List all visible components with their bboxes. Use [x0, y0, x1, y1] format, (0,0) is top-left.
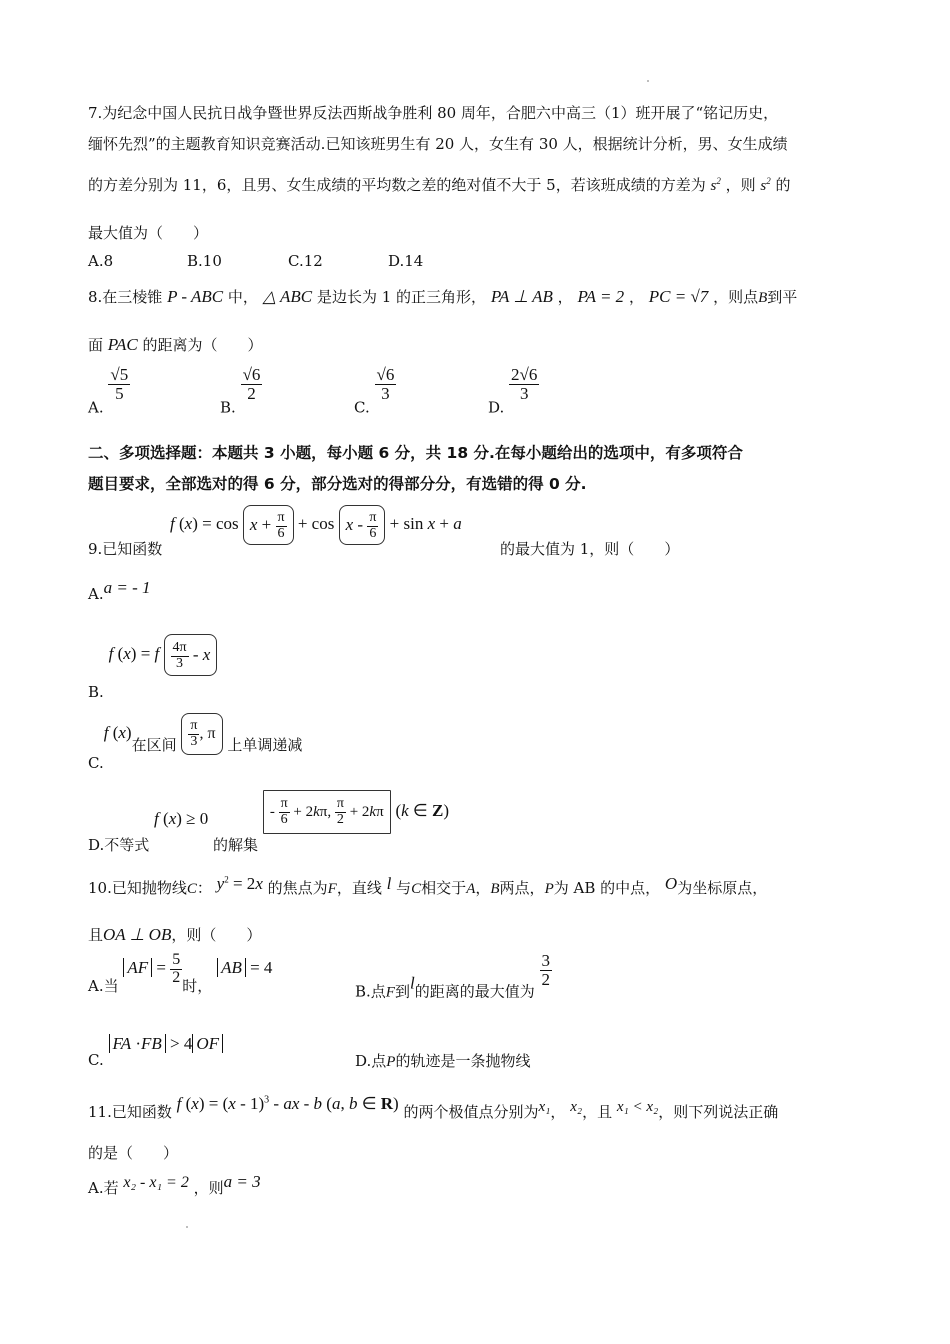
q8-text: 的距离为（ ） [142, 336, 263, 354]
q8-text: 到平 [767, 288, 798, 306]
option-function: f (x) [103, 723, 132, 742]
q8-line2 [88, 334, 263, 355]
q8-text: 面 [88, 336, 104, 354]
option-fraction: $\frac{√6}{3}$ [376, 365, 395, 403]
q11-function: f (x) = (x - 1)$^3$ - ax - b (a, b ∈ R) [176, 1094, 399, 1113]
q10-line2: 且OA ⊥ OB，则（ ） [88, 925, 262, 944]
option-label: B. [88, 682, 104, 701]
line-l: l [386, 874, 392, 893]
perpendicular-condition: OA ⊥ OB [103, 925, 172, 944]
q7-line2: 缅怀先烈”的主题教育知识竞赛活动.已知该班男生有 20 人，女生有 30 人，根据统计分析，男、女生成绩 [88, 135, 788, 153]
plane-name: PAC [107, 335, 138, 354]
dot-product-inequality: FA ·FB > 4 OF [109, 1034, 224, 1053]
result: AB = 4 [217, 958, 272, 977]
scan-dot [186, 1226, 188, 1228]
option-fraction: $\frac{√6}{2}$ [242, 365, 261, 403]
option-label: D. [488, 398, 505, 417]
pyramid-name: P - ABC [167, 287, 224, 306]
q9-option-d [88, 790, 449, 855]
q11-option-a: A.若 x₂ - x₁ = 2 ，则a = 3 [88, 1172, 261, 1197]
option-fraction: $\frac{√5}{5}$ [110, 365, 129, 403]
option-expression: a = - 1 [103, 578, 151, 597]
q11-line2: 的是（ ） [88, 1144, 179, 1162]
q7-line3c: 的 [775, 176, 791, 194]
option-label: D.不等式 [88, 836, 150, 854]
option-text: 上单调递减 [227, 736, 303, 754]
solution-set: - $\frac{\pi}{6}$ + 2kπ, $\frac{\pi}{2}$ + 2kπ [263, 790, 391, 834]
q7-line3b: ，则 [725, 176, 756, 194]
q10-option-d: D.点P的轨迹是一条抛物线 [355, 1052, 531, 1070]
condition: x₂ - x₁ = 2 [123, 1174, 189, 1191]
q8-line1 [88, 286, 797, 307]
q9-lead: 9.已知函数 [88, 540, 163, 558]
q8-option-b [220, 366, 262, 416]
condition: AF = $\frac{5}{2}$ [123, 958, 182, 977]
option-label: A. [88, 398, 104, 417]
q11-line1: 11.已知函数 f (x) = (x - 1)$^3$ - ax - b (a, b ∈ R) 的两个极值点分别为x₁， x₂，且 x₁ < x₂，则下列说法正确 [88, 1094, 779, 1121]
option-text: 的解集 [213, 836, 259, 854]
triangle-name: △ ABC [262, 287, 313, 306]
section-heading-line2: 题目要求，全部选对的得 6 分，部分选对的得部分分，有选错的得 0 分. [88, 475, 587, 493]
point-b: B [758, 290, 768, 306]
scan-dot [647, 80, 649, 82]
q8-option-c [354, 366, 396, 416]
q9-option-b [88, 634, 217, 701]
inequality: f (x) ≥ 0 [154, 809, 209, 828]
pc-length: PC = √7 [648, 287, 709, 306]
q8-text: 是边长为 1 的正三角形， [316, 288, 487, 306]
q8-comma: ， [628, 288, 644, 306]
q10-option-c: C. FA ·FB > 4 OF [88, 1034, 223, 1069]
q7-line3 [88, 174, 791, 195]
ordering: x₁ < x₂ [616, 1099, 659, 1115]
option-expression: f (x) = f $\frac{4\pi}{3}$ - x [109, 644, 218, 663]
k-domain: (k ∈ Z) [395, 801, 449, 820]
q7-line4: 最大值为（ ） [88, 224, 209, 242]
section-heading-line1: 二、多项选择题：本题共 3 小题，每小题 6 分，共 18 分.在每小题给出的选项中，有多项符合 [88, 444, 743, 462]
result: a = 3 [223, 1172, 261, 1191]
max-distance: $\frac{3}{2}$ [541, 951, 551, 989]
perpendicular-condition: PA ⊥ AB [490, 287, 553, 306]
option-fraction: $\frac{2√6}{3}$ [511, 365, 538, 403]
interval: $\frac{\pi}{3}$ , π [181, 713, 222, 755]
option-label: C. [354, 398, 370, 417]
q7-option-b: B.10 [187, 252, 222, 270]
option-label: B. [220, 398, 236, 417]
q7-option-a: A.8 [88, 252, 114, 270]
q9-function: f (x) = cos x + $\frac{\pi}{6}$ + cos x - $\frac{\pi}{6}$ + sin x + a [170, 505, 462, 545]
q9-tail: 的最大值为 1，则（ ） [500, 540, 680, 558]
q9-option-a [88, 578, 151, 603]
pa-length: PA = 2 [577, 287, 625, 306]
variance-symbol-2: $s^2$ [760, 176, 771, 194]
q8-lead: 8.在三棱锥 [88, 288, 163, 306]
option-text: 在区间 [131, 736, 177, 754]
option-label: C. [88, 754, 104, 772]
q7-option-d: D.14 [388, 252, 424, 270]
q10-option-a: A.当 AF = $\frac{5}{2}$ 时， AB = 4 [88, 951, 273, 996]
q8-option-d [488, 366, 539, 416]
q10-line1: 10.已知抛物线C： $y^2 = 2x$ 的焦点为F，直线 l 与C相交于A，B两点，P为 AB 的中点， O为坐标原点， [88, 874, 768, 897]
parabola-equation: $y^2 = 2x$ [216, 874, 263, 893]
q8-text: ，则点 [713, 288, 759, 306]
q7-line3a: 的方差分别为 11，6，且男、女生成绩的平均数之差的绝对值不大于 5，若该班成绩的方差为 [88, 176, 706, 194]
q8-text: 中， [227, 288, 258, 306]
q9-option-c [88, 713, 302, 772]
q7-option-c: C.12 [288, 252, 323, 270]
q10-option-b: B.点F到l的距离的最大值为 $\frac{3}{2}$ [355, 951, 551, 1001]
variance-symbol: $s^2$ [710, 176, 721, 194]
q8-comma: ， [557, 288, 573, 306]
option-label: A. [88, 585, 104, 603]
q7-line1: 7.为纪念中国人民抗日战争暨世界反法西斯战争胜利 80 周年，合肥六中高三（1）班开展了“铭记历史， [88, 104, 779, 122]
origin-o: O [664, 874, 678, 893]
q8-option-a [88, 366, 130, 416]
